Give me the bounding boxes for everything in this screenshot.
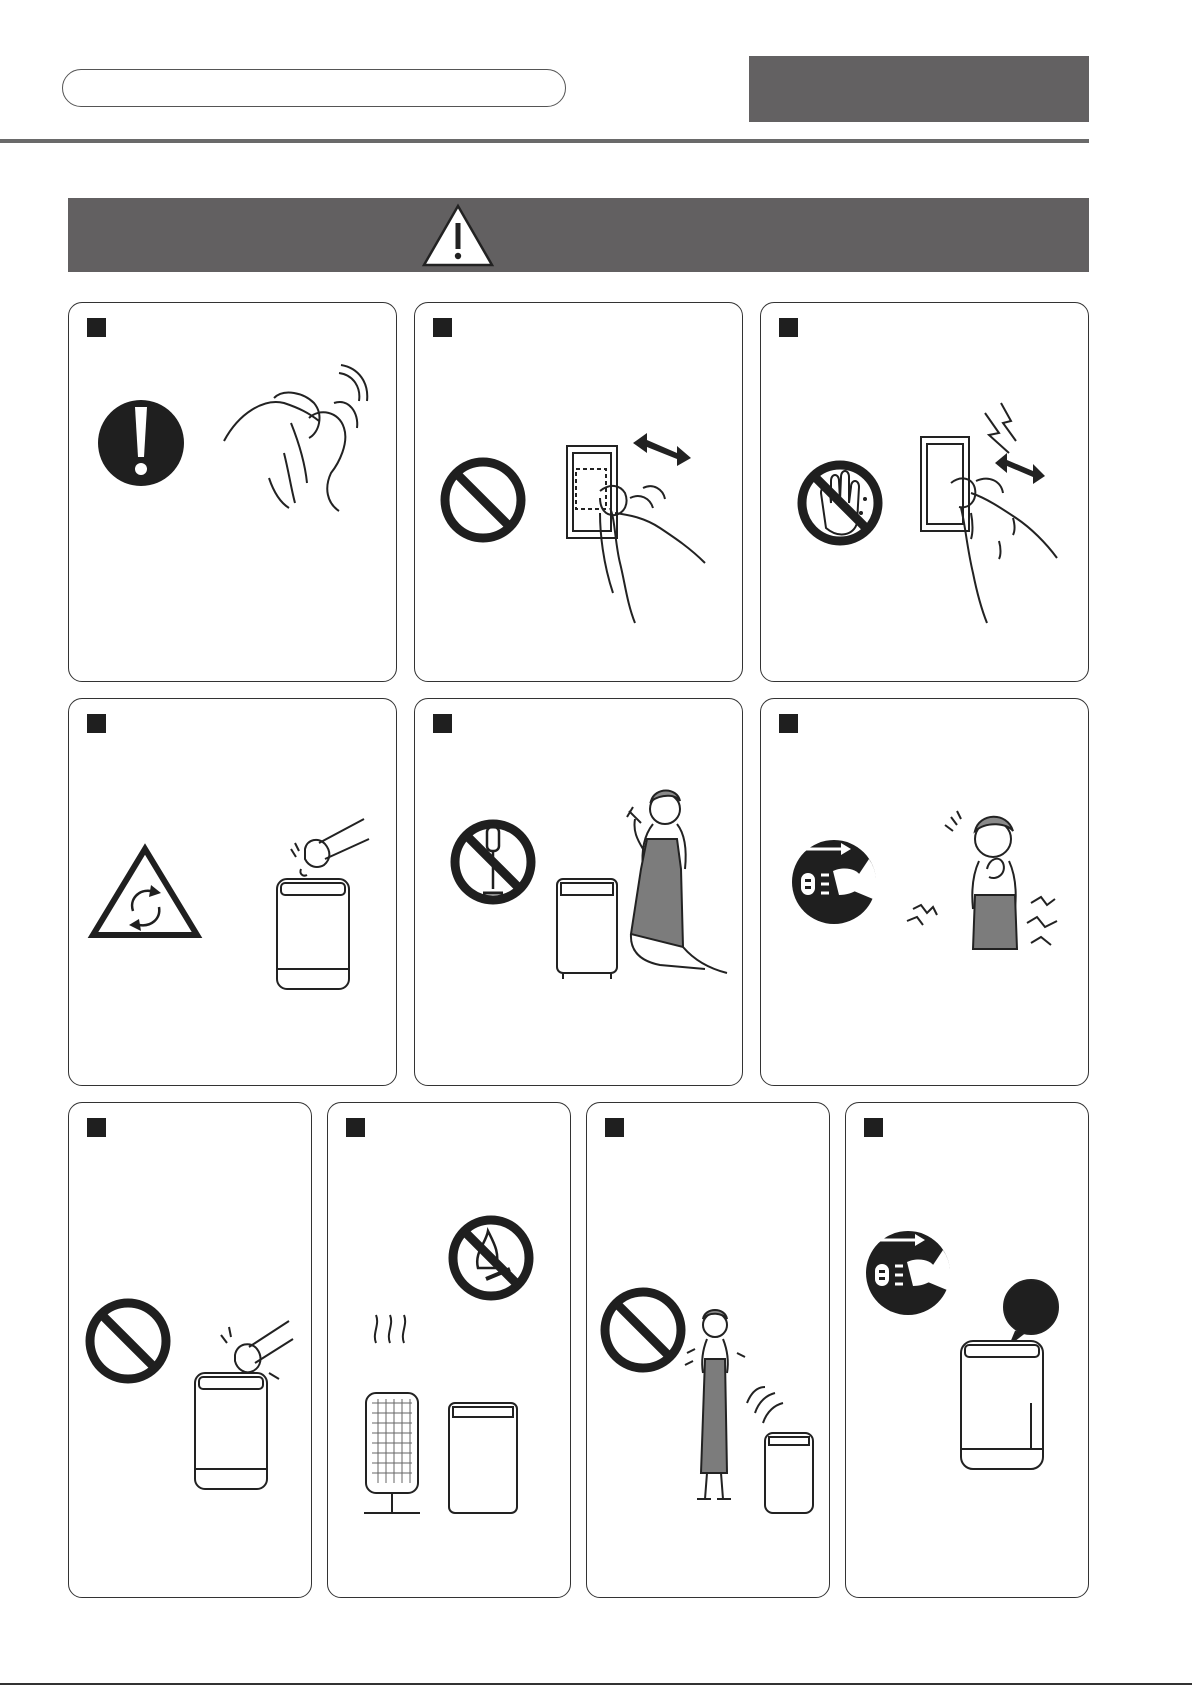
person-with-wrench-illustration [557,791,727,980]
safety-card-7 [68,1102,312,1598]
safety-card-3 [760,302,1089,682]
safety-card-8 [327,1102,571,1598]
prohibition-icon [445,462,521,538]
warning-banner [68,198,1089,272]
card-3-art [761,303,1090,683]
rotating-parts-caution-icon [93,849,197,935]
no-wet-hands-icon [802,465,878,541]
card-7-art [69,1103,313,1599]
wiping-plug-illustration [224,365,367,511]
safety-card-1 [68,302,397,682]
unplug-icon [792,840,876,924]
safety-card-4 [68,698,397,1086]
section-block [749,56,1089,122]
pressing-dehumidifier-illustration [195,1321,293,1489]
card-10-art [846,1103,1090,1599]
warning-triangle-icon [421,203,495,269]
wet-hand-plug-illustration [921,403,1057,623]
card-1-art [69,303,398,683]
safety-card-2 [414,302,743,682]
card-2-art [415,303,744,683]
hand-on-dehumidifier-illustration [277,819,369,989]
safety-card-10 [845,1102,1089,1598]
plug-in-outlet-illustration [567,446,705,623]
prohibition-icon [90,1303,166,1379]
card-9-art [587,1103,831,1599]
no-open-flame-icon [453,1220,529,1296]
safety-card-6 [760,698,1089,1086]
push-pull-arrow [633,433,691,466]
dehumidifier-warning-illustration [961,1280,1058,1469]
burning-smell-person-illustration [907,811,1057,949]
push-pull-arrow [995,453,1045,484]
header-rule [0,139,1089,143]
card-6-art [761,699,1090,1087]
card-8-art [328,1103,572,1599]
no-disassembly-icon [455,824,531,900]
safety-card-9 [586,1102,830,1598]
unplug-icon [866,1231,950,1315]
heater-next-to-dehumidifier-illustration [364,1315,517,1513]
card-5-art [415,699,744,1087]
title-pill [62,69,566,107]
mandatory-action-icon [98,400,184,486]
safety-card-5 [414,698,743,1086]
prohibition-icon [605,1292,681,1368]
card-4-art [69,699,398,1087]
person-in-airflow-illustration [685,1310,813,1513]
